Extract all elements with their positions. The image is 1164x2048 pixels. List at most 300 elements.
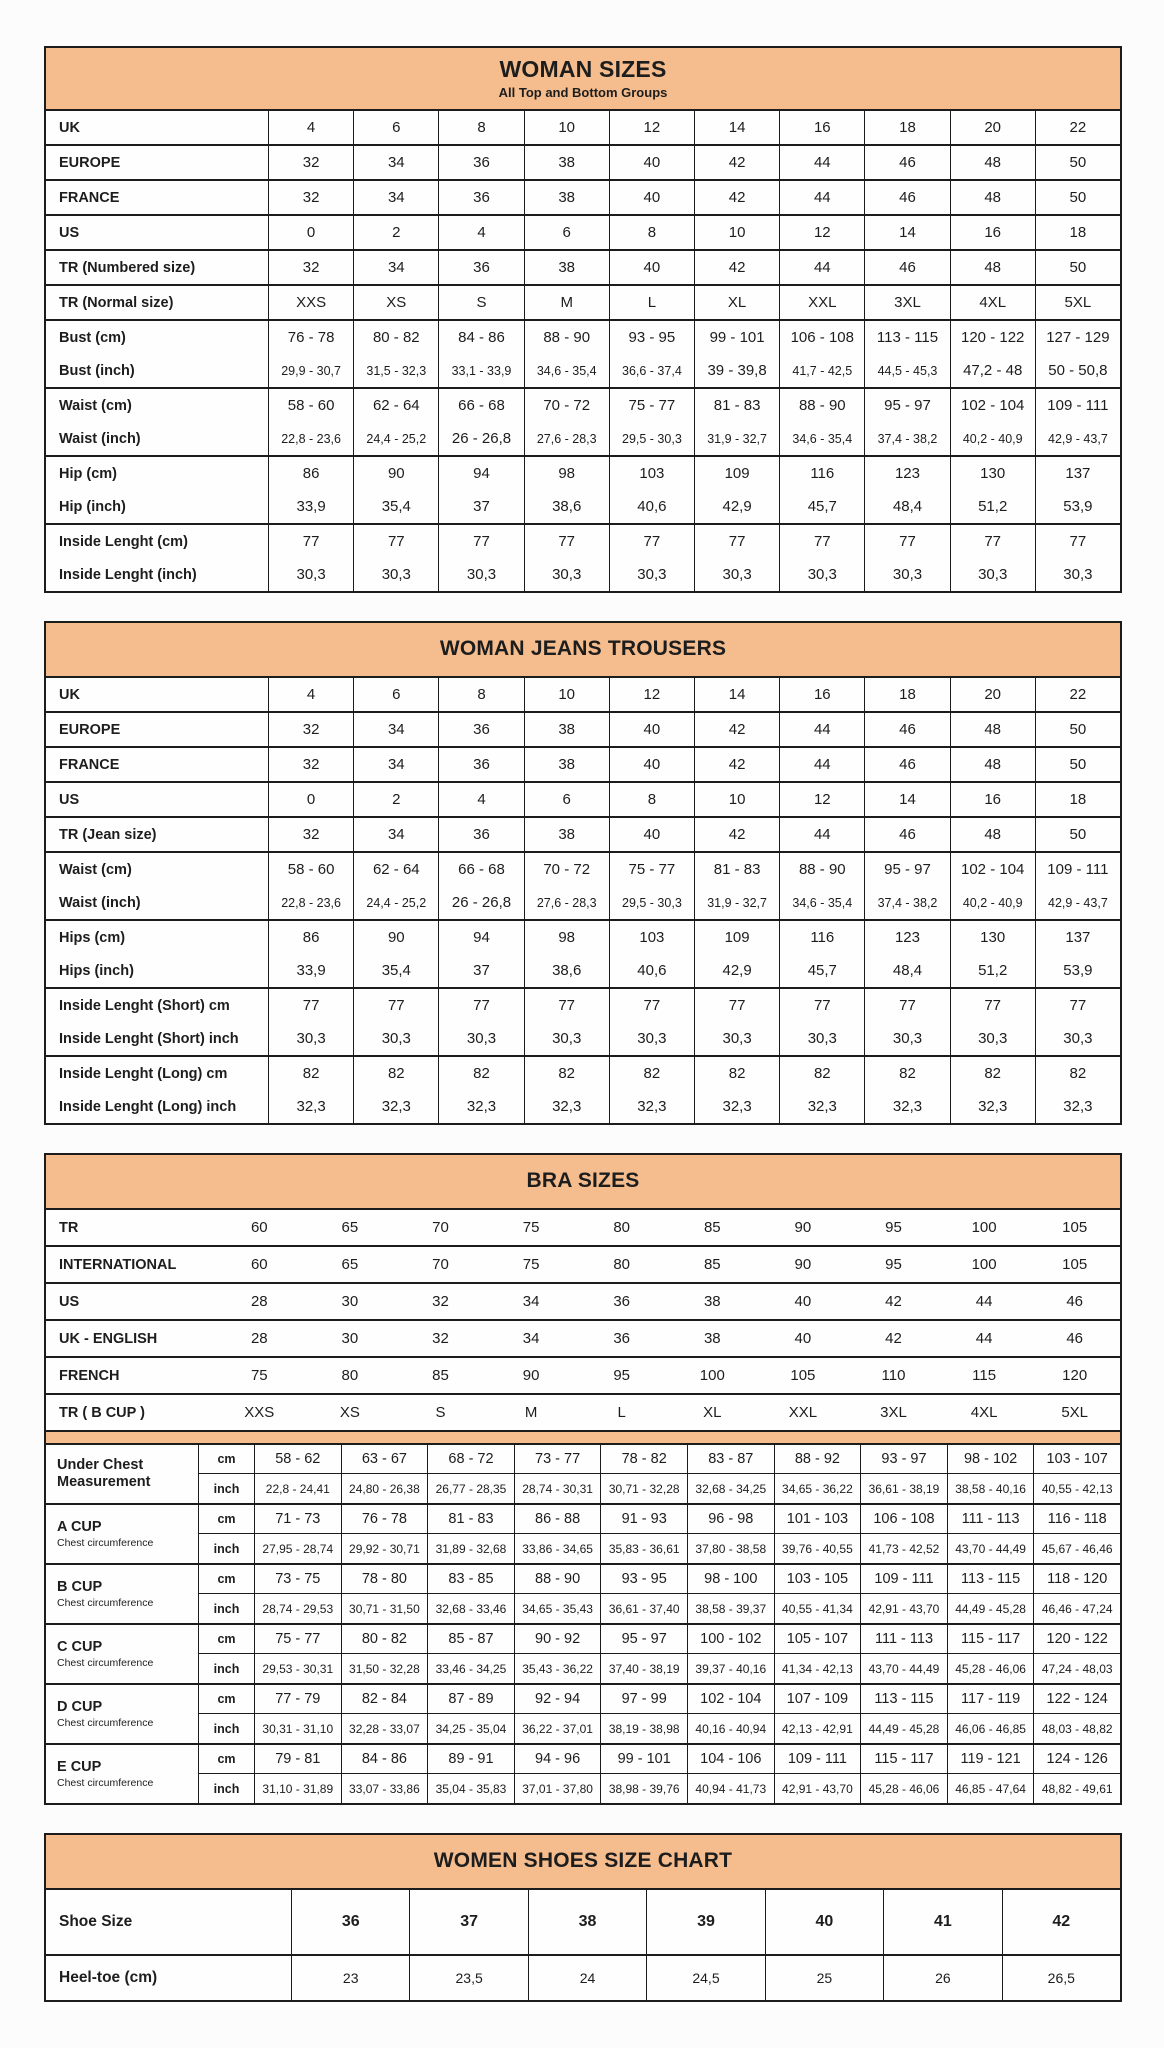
- size-cell: 53,9: [1035, 490, 1120, 523]
- size-cell: 73 - 77: [514, 1445, 601, 1474]
- size-row-group: [46, 919, 1120, 987]
- size-cell: 39,37 - 40,16: [687, 1654, 774, 1683]
- size-cell: 119 - 121: [947, 1745, 1034, 1774]
- size-cell: XXL: [788, 1404, 818, 1421]
- size-cell: 71 - 73: [254, 1505, 341, 1534]
- size-cell: 30,3: [864, 1022, 949, 1055]
- size-cell: 42: [1002, 1890, 1120, 1954]
- size-cell: 70: [432, 1219, 449, 1236]
- size-cell: 70 - 72: [524, 389, 609, 422]
- size-cell: 32: [268, 251, 353, 284]
- row-label: Inside Lenght (Short) cm: [59, 997, 230, 1014]
- size-row: [46, 146, 1120, 179]
- size-cell: 82: [864, 1057, 949, 1090]
- cup-label: [46, 1505, 198, 1563]
- size-cell: 38,58 - 39,37: [687, 1594, 774, 1623]
- row-label: INTERNATIONAL: [59, 1256, 177, 1273]
- size-cell: 26 - 26,8: [438, 886, 523, 919]
- size-cell: 5XL: [1061, 1404, 1089, 1421]
- size-row: [46, 748, 1120, 781]
- size-cell: 8: [438, 678, 523, 711]
- size-cell: 36,22 - 37,01: [514, 1714, 601, 1743]
- size-cell: 8: [609, 216, 694, 249]
- row-label: TR (Numbered size): [59, 259, 196, 276]
- unit-label-inch: inch: [198, 1474, 254, 1503]
- size-cell: 33,1 - 33,9: [438, 354, 523, 387]
- size-cell: 22: [1035, 111, 1120, 144]
- size-cell: 35,43 - 36,22: [514, 1654, 601, 1683]
- size-cell: 77: [268, 525, 353, 558]
- size-cell: 81 - 83: [694, 389, 779, 422]
- woman-sizes-body: [46, 111, 1120, 591]
- size-cell: 30,3: [438, 1022, 523, 1055]
- size-cell: 75: [522, 1219, 540, 1236]
- size-cell: 100: [971, 1219, 997, 1236]
- size-cell: 102 - 104: [950, 389, 1035, 422]
- size-cell: 88 - 90: [524, 321, 609, 354]
- bra-size-row: [46, 1393, 1120, 1430]
- size-cell: 86: [268, 921, 353, 954]
- size-cell: 77: [524, 525, 609, 558]
- shoes-size-table: [44, 1833, 1122, 2002]
- size-cell: 30,71 - 32,28: [600, 1474, 687, 1503]
- size-cell: 45,7: [779, 490, 864, 523]
- size-cell: 32,3: [609, 1090, 694, 1123]
- size-cell: 50: [1035, 748, 1120, 781]
- size-cell: 2: [353, 216, 438, 249]
- size-cell: 30,3: [864, 558, 949, 591]
- size-cell: 38,19 - 38,98: [600, 1714, 687, 1743]
- size-cell: 84 - 86: [438, 321, 523, 354]
- size-cell: 3XL: [864, 286, 949, 319]
- row-label: Shoe Size: [59, 1913, 133, 1930]
- size-cell: 30,3: [950, 1022, 1035, 1055]
- size-cell: 51,2: [950, 490, 1035, 523]
- size-cell: 16: [779, 111, 864, 144]
- size-cell: 37,4 - 38,2: [864, 886, 949, 919]
- size-row: [46, 525, 1120, 558]
- size-cell: 34: [522, 1293, 540, 1310]
- size-cell: 77: [864, 989, 949, 1022]
- size-cell: 26 - 26,8: [438, 422, 523, 455]
- row-label: Waist (cm): [59, 397, 132, 414]
- woman-sizes-table: [44, 46, 1122, 593]
- size-cell: 95: [885, 1256, 902, 1273]
- shoes-size-title: WOMEN SHOES SIZE CHART: [433, 1849, 733, 1872]
- size-cell: 39,76 - 40,55: [774, 1534, 861, 1563]
- size-cell: 16: [950, 216, 1035, 249]
- size-cell: 40,2 - 40,9: [950, 886, 1035, 919]
- size-cell: 88 - 90: [779, 389, 864, 422]
- size-cell: 103 - 105: [774, 1565, 861, 1594]
- size-cell: 48,4: [864, 490, 949, 523]
- unit-label-inch: inch: [198, 1774, 254, 1803]
- size-cell: 37,01 - 37,80: [514, 1774, 601, 1803]
- size-cell: 40: [794, 1330, 812, 1347]
- size-cell: 38,6: [524, 954, 609, 987]
- size-cell: 77: [950, 989, 1035, 1022]
- shoe-size-row: [46, 1954, 1120, 2000]
- size-cell: 87 - 89: [427, 1685, 514, 1714]
- size-cell: 38: [703, 1293, 721, 1310]
- size-row-group: [46, 214, 1120, 249]
- size-row-group: [46, 319, 1120, 387]
- size-cell: 77: [950, 525, 1035, 558]
- size-cell: 30,3: [353, 558, 438, 591]
- size-cell: 40: [794, 1293, 812, 1310]
- size-cell: 40: [609, 748, 694, 781]
- size-cell: XL: [694, 286, 779, 319]
- size-cell: 50: [1035, 251, 1120, 284]
- row-label: Waist (inch): [59, 894, 141, 911]
- size-cell: 44: [975, 1293, 993, 1310]
- size-cell: 0: [268, 783, 353, 816]
- size-row: [46, 954, 1120, 987]
- size-cell: 14: [864, 783, 949, 816]
- size-cell: 28: [250, 1330, 268, 1347]
- size-cell: 42: [694, 181, 779, 214]
- size-cell: 44: [779, 713, 864, 746]
- size-cell: 40,94 - 41,73: [687, 1774, 774, 1803]
- size-cell: 6: [524, 216, 609, 249]
- size-cell: 60: [250, 1219, 268, 1236]
- size-cell: 96 - 98: [687, 1505, 774, 1534]
- size-row-group: [46, 111, 1120, 144]
- cup-label-main: E CUP: [57, 1759, 102, 1776]
- size-cell: 42: [694, 748, 779, 781]
- size-row-group: [46, 711, 1120, 746]
- row-label: US: [59, 224, 80, 241]
- size-row-group: [46, 455, 1120, 523]
- size-cell: 30,3: [524, 1022, 609, 1055]
- size-cell: 38,98 - 39,76: [600, 1774, 687, 1803]
- size-cell: 34: [522, 1330, 540, 1347]
- size-cell: 105: [790, 1367, 816, 1384]
- size-cell: 25: [765, 1956, 883, 2000]
- size-cell: 43,70 - 44,49: [947, 1534, 1034, 1563]
- size-cell: 47,2 - 48: [950, 354, 1035, 387]
- row-label: Hip (inch): [59, 498, 126, 515]
- size-cell: 122 - 124: [1033, 1685, 1120, 1714]
- size-cell: 32: [268, 181, 353, 214]
- size-cell: 102 - 104: [950, 853, 1035, 886]
- size-row-group: [46, 1055, 1120, 1123]
- size-cell: 77: [779, 989, 864, 1022]
- size-cell: XXS: [244, 1404, 275, 1421]
- size-cell: 46: [864, 748, 949, 781]
- size-cell: 77: [609, 989, 694, 1022]
- size-row: [46, 853, 1120, 886]
- size-cell: 34,6 - 35,4: [779, 422, 864, 455]
- jeans-trousers-title: WOMAN JEANS TROUSERS: [439, 637, 727, 660]
- bra-size-row: [46, 1356, 1120, 1393]
- jeans-trousers-header: [46, 623, 1120, 678]
- size-cell: 120: [1062, 1367, 1088, 1384]
- size-cell: 86 - 88: [514, 1505, 601, 1534]
- size-cell: 77: [609, 525, 694, 558]
- size-cell: 32,3: [779, 1090, 864, 1123]
- size-cell: 46: [864, 713, 949, 746]
- size-cell: 12: [609, 111, 694, 144]
- size-row: [46, 713, 1120, 746]
- size-cell: 95: [613, 1367, 631, 1384]
- size-cell: 115: [972, 1367, 997, 1384]
- size-cell: 77: [438, 989, 523, 1022]
- size-cell: 35,4: [353, 954, 438, 987]
- size-cell: 38: [524, 251, 609, 284]
- size-cell: 36,61 - 38,19: [860, 1474, 947, 1503]
- bra-size-row: [46, 1319, 1120, 1356]
- size-cell: 46,06 - 46,85: [947, 1714, 1034, 1743]
- size-cell: 30,3: [779, 1022, 864, 1055]
- size-cell: 75 - 77: [609, 853, 694, 886]
- size-cell: 77: [353, 989, 438, 1022]
- size-cell: 82: [950, 1057, 1035, 1090]
- size-cell: 27,95 - 28,74: [254, 1534, 341, 1563]
- row-label: EUROPE: [59, 154, 121, 171]
- size-cell: 82: [524, 1057, 609, 1090]
- size-cell: 31,89 - 32,68: [427, 1534, 514, 1563]
- woman-sizes-title: WOMAN SIZES: [499, 56, 667, 82]
- size-cell: 32,68 - 33,46: [427, 1594, 514, 1623]
- unit-label-cm: cm: [198, 1745, 254, 1774]
- size-cell: 90 - 92: [514, 1625, 601, 1654]
- unit-label-cm: cm: [198, 1445, 254, 1474]
- size-cell: 103: [609, 921, 694, 954]
- size-cell: 32: [268, 713, 353, 746]
- size-cell: 2: [353, 783, 438, 816]
- unit-label-inch: inch: [198, 1714, 254, 1743]
- size-cell: 6: [524, 783, 609, 816]
- size-cell: 77: [1035, 525, 1120, 558]
- size-cell: 97 - 99: [600, 1685, 687, 1714]
- size-cell: 14: [694, 678, 779, 711]
- size-cell: 10: [694, 783, 779, 816]
- size-cell: 37: [438, 490, 523, 523]
- size-cell: 23,5: [409, 1956, 527, 2000]
- size-cell: 24,4 - 25,2: [353, 886, 438, 919]
- size-cell: 100: [699, 1367, 725, 1384]
- size-cell: 4: [268, 678, 353, 711]
- size-cell: 34,6 - 35,4: [779, 886, 864, 919]
- size-cell: 106 - 108: [860, 1505, 947, 1534]
- size-cell: 77: [1035, 989, 1120, 1022]
- size-cell: 37,4 - 38,2: [864, 422, 949, 455]
- size-row: [46, 783, 1120, 816]
- size-cell: 115 - 117: [860, 1745, 947, 1774]
- row-label: TR ( B CUP ): [59, 1404, 145, 1421]
- size-cell: 46,46 - 47,24: [1033, 1594, 1120, 1623]
- size-cell: 23: [291, 1956, 409, 2000]
- size-cell: 42: [885, 1330, 902, 1347]
- size-cell: 130: [950, 921, 1035, 954]
- size-cell: 75 - 77: [254, 1625, 341, 1654]
- size-cell: 80: [613, 1256, 631, 1273]
- size-cell: 46,85 - 47,64: [947, 1774, 1034, 1803]
- size-cell: 109 - 111: [774, 1745, 861, 1774]
- size-cell: 30,3: [950, 558, 1035, 591]
- size-cell: 62 - 64: [353, 853, 438, 886]
- size-cell: 75 - 77: [609, 389, 694, 422]
- size-cell: 80: [613, 1219, 631, 1236]
- size-cell: 79 - 81: [254, 1745, 341, 1774]
- size-cell: 77: [268, 989, 353, 1022]
- size-cell: 24: [528, 1956, 646, 2000]
- size-cell: 4XL: [950, 286, 1035, 319]
- size-cell: 38: [528, 1890, 646, 1954]
- size-cell: 30: [341, 1330, 359, 1347]
- size-row: [46, 678, 1120, 711]
- unit-label-cm: cm: [198, 1505, 254, 1534]
- size-cell: 45,7: [779, 954, 864, 987]
- size-cell: 103 - 107: [1033, 1445, 1120, 1474]
- size-cell: 4: [438, 216, 523, 249]
- size-cell: 32: [432, 1330, 449, 1347]
- size-cell: 41,34 - 42,13: [774, 1654, 861, 1683]
- bra-separator-band: [46, 1430, 1120, 1445]
- size-cell: 109 - 111: [860, 1565, 947, 1594]
- size-row: [46, 321, 1120, 354]
- size-cell: 33,07 - 33,86: [341, 1774, 428, 1803]
- size-cell: 45,28 - 46,06: [947, 1654, 1034, 1683]
- size-cell: 50 - 50,8: [1035, 354, 1120, 387]
- size-cell: 22: [1035, 678, 1120, 711]
- size-cell: 82: [268, 1057, 353, 1090]
- unit-label-inch: inch: [198, 1534, 254, 1563]
- size-cell: S: [438, 286, 523, 319]
- size-cell: 78 - 82: [600, 1445, 687, 1474]
- size-cell: 40,16 - 40,94: [687, 1714, 774, 1743]
- size-cell: 101 - 103: [774, 1505, 861, 1534]
- cup-group: [46, 1563, 1120, 1623]
- size-cell: 109 - 111: [1035, 389, 1120, 422]
- size-cell: 36: [438, 181, 523, 214]
- size-cell: 33,9: [268, 954, 353, 987]
- size-cell: 38: [703, 1330, 721, 1347]
- size-cell: 32,3: [694, 1090, 779, 1123]
- size-cell: 42: [694, 818, 779, 851]
- size-cell: 10: [694, 216, 779, 249]
- size-cell: 51,2: [950, 954, 1035, 987]
- size-cell: 75: [522, 1256, 540, 1273]
- size-cell: 118 - 120: [1033, 1565, 1120, 1594]
- size-cell: 80: [341, 1367, 359, 1384]
- size-cell: 28,74 - 29,53: [254, 1594, 341, 1623]
- size-cell: 46: [864, 251, 949, 284]
- size-cell: 31,5 - 32,3: [353, 354, 438, 387]
- size-cell: 116: [779, 921, 864, 954]
- size-cell: 109 - 111: [1035, 853, 1120, 886]
- size-cell: 30,3: [1035, 558, 1120, 591]
- row-label: Bust (cm): [59, 329, 126, 346]
- size-cell: 103: [609, 457, 694, 490]
- size-cell: 44: [779, 818, 864, 851]
- cup-group: [46, 1445, 1120, 1503]
- size-cell: 94 - 96: [514, 1745, 601, 1774]
- size-cell: 42: [694, 251, 779, 284]
- size-cell: 45,67 - 46,46: [1033, 1534, 1120, 1563]
- size-cell: 40: [609, 713, 694, 746]
- size-cell: 30,3: [779, 558, 864, 591]
- size-cell: 33,46 - 34,25: [427, 1654, 514, 1683]
- bra-size-row: [46, 1282, 1120, 1319]
- size-cell: 77: [779, 525, 864, 558]
- size-cell: 113 - 115: [860, 1685, 947, 1714]
- size-cell: 95: [885, 1219, 902, 1236]
- size-cell: 4: [438, 783, 523, 816]
- size-cell: 130: [950, 457, 1035, 490]
- size-cell: 98 - 102: [947, 1445, 1034, 1474]
- size-row-group: [46, 249, 1120, 284]
- size-cell: 29,9 - 30,7: [268, 354, 353, 387]
- size-cell: 37: [409, 1890, 527, 1954]
- size-cell: 83 - 85: [427, 1565, 514, 1594]
- size-cell: 117 - 119: [947, 1685, 1034, 1714]
- size-cell: 38: [524, 146, 609, 179]
- size-cell: 36: [438, 713, 523, 746]
- size-row-group: [46, 387, 1120, 455]
- size-cell: 82: [609, 1057, 694, 1090]
- cup-label: [46, 1565, 198, 1623]
- size-cell: 111 - 113: [860, 1625, 947, 1654]
- size-cell: 65: [341, 1256, 359, 1273]
- size-cell: 0: [268, 216, 353, 249]
- row-label: Inside Lenght (Long) cm: [59, 1065, 228, 1082]
- row-label: US: [59, 1293, 80, 1310]
- size-row: [46, 818, 1120, 851]
- size-cell: 28,74 - 30,31: [514, 1474, 601, 1503]
- size-cell: 107 - 109: [774, 1685, 861, 1714]
- shoe-size-row: [46, 1890, 1120, 1954]
- size-cell: 38,6: [524, 490, 609, 523]
- size-cell: 68 - 72: [427, 1445, 514, 1474]
- size-cell: 32,68 - 34,25: [687, 1474, 774, 1503]
- size-cell: 34: [353, 181, 438, 214]
- size-cell: 36,61 - 37,40: [600, 1594, 687, 1623]
- size-cell: 31,9 - 32,7: [694, 886, 779, 919]
- size-cell: 116 - 118: [1033, 1505, 1120, 1534]
- size-cell: 113 - 115: [864, 321, 949, 354]
- size-cell: 82: [438, 1057, 523, 1090]
- size-row: [46, 490, 1120, 523]
- cup-group: [46, 1683, 1120, 1743]
- size-cell: 6: [353, 111, 438, 144]
- size-cell: 113 - 115: [947, 1565, 1034, 1594]
- size-cell: 43,70 - 44,49: [860, 1654, 947, 1683]
- size-cell: 30,3: [268, 1022, 353, 1055]
- size-cell: 5XL: [1035, 286, 1120, 319]
- size-cell: 63 - 67: [341, 1445, 428, 1474]
- size-cell: 85: [432, 1367, 449, 1384]
- size-cell: 8: [609, 783, 694, 816]
- unit-label-cm: cm: [198, 1625, 254, 1654]
- size-cell: 42: [694, 146, 779, 179]
- size-row: [46, 354, 1120, 387]
- size-cell: 40,2 - 40,9: [950, 422, 1035, 455]
- row-label: Inside Lenght (cm): [59, 533, 188, 550]
- size-cell: 30: [341, 1293, 359, 1310]
- unit-label-cm: cm: [198, 1685, 254, 1714]
- size-row: [46, 216, 1120, 249]
- size-cell: 116: [779, 457, 864, 490]
- size-cell: 30,3: [1035, 1022, 1120, 1055]
- size-cell: 30,3: [694, 558, 779, 591]
- size-cell: 34: [353, 713, 438, 746]
- size-cell: 32,3: [524, 1090, 609, 1123]
- size-cell: 30,3: [268, 558, 353, 591]
- size-cell: 34,25 - 35,04: [427, 1714, 514, 1743]
- size-cell: 120 - 122: [1033, 1625, 1120, 1654]
